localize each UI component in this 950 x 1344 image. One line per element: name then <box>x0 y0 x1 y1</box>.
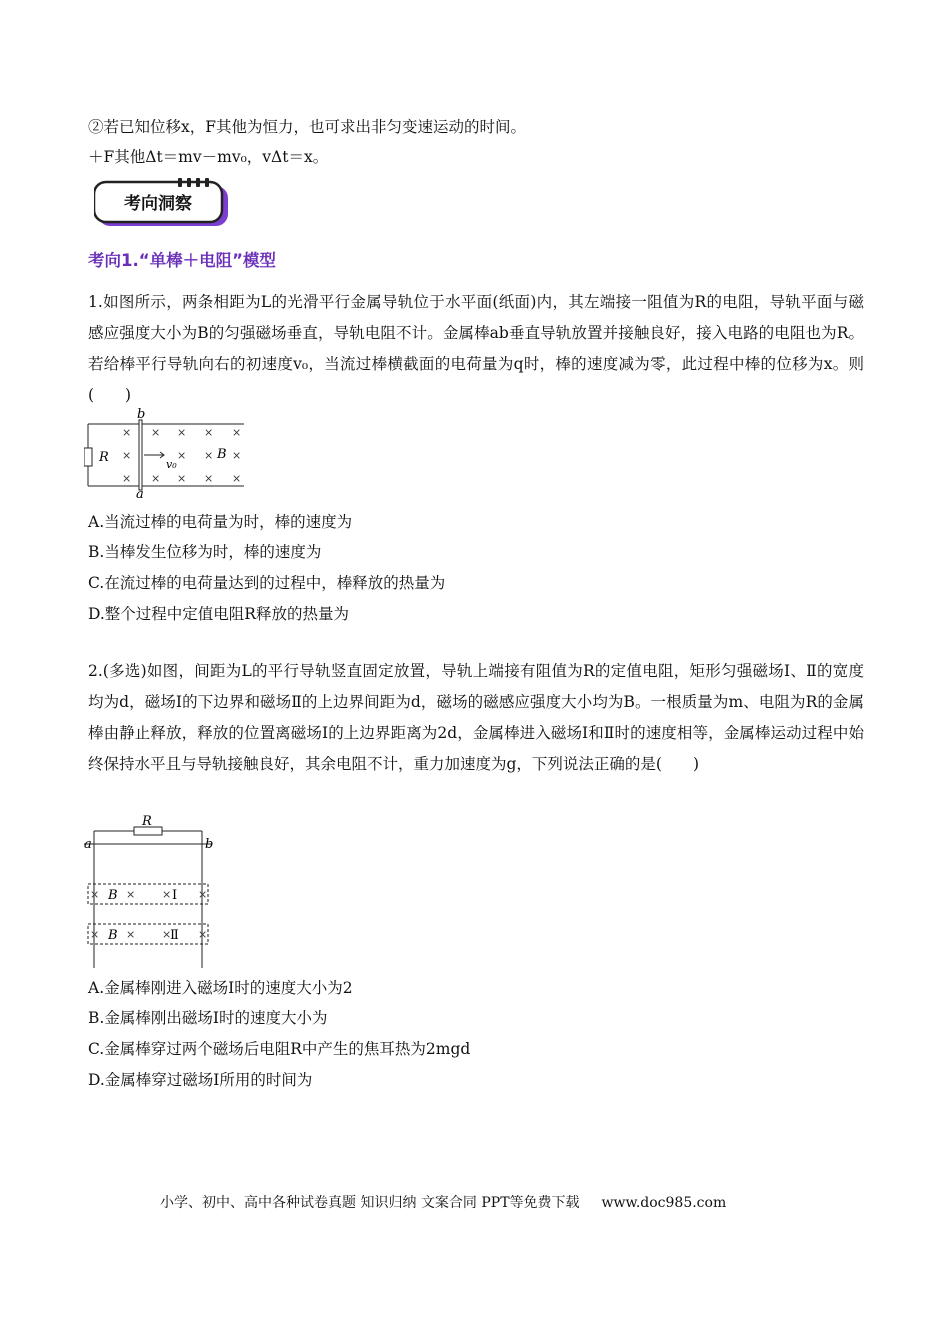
field-cross: × <box>232 449 242 462</box>
field-cross: × <box>90 928 100 941</box>
field-cross: × <box>162 888 172 901</box>
resistor-label: R <box>99 450 109 465</box>
question-2-option-a: A.金属棒刚进入磁场Ⅰ时的速度大小为2 <box>88 979 353 997</box>
field-cross: × <box>126 888 136 901</box>
question-1-option-b: B.当棒发生位移为时，棒的速度为 <box>88 543 322 561</box>
badge-label: 考向洞察 <box>124 194 192 214</box>
section-title: 考向1.“单棒＋电阻”模型 <box>88 251 276 270</box>
question-2-figure <box>84 812 216 972</box>
field-cross: × <box>126 928 136 941</box>
page-footer <box>160 1192 726 1212</box>
field-cross: × <box>204 449 214 462</box>
field-cross: × <box>151 426 161 439</box>
question-2-option-b: B.金属棒刚出磁场Ⅰ时的速度大小为 <box>88 1009 328 1027</box>
badge-frame <box>94 178 232 230</box>
question-1-option-d: D.整个过程中定值电阻R释放的热量为 <box>88 605 349 623</box>
field-cross: × <box>177 426 187 439</box>
field-1-B-label: B <box>108 888 118 903</box>
velocity-label: v₀ <box>166 458 177 471</box>
field-cross: × <box>204 426 214 439</box>
question-2-stem: 2.(多选)如图，间距为L的平行导轨竖直固定放置，导轨上端接有阻值为R的定值电阻，矩形匀强磁场Ⅰ、Ⅱ的宽度均为d，磁场Ⅰ的下边界和磁场Ⅱ的上边界间距为d，磁场的磁感应强度大小均为B。一根质量为m、电阻为R的金属棒由静止释放，释放的位置离磁场Ⅰ的上边界距离为2d，金属棒进入磁场Ⅰ和Ⅱ时的速度相等，金属棒运动过程中始终保持水平且与导轨接触良好，其余电阻不计，重力加速度为g，下列说法正确的是( ) <box>88 662 864 773</box>
question-1-figure <box>84 408 254 500</box>
intro-line-1: ②若已知位移x，F其他为恒力，也可求出非匀变速运动的时间。 <box>88 118 526 136</box>
rod-end-b-label: b <box>137 408 146 422</box>
question-1-stem: 1.如图所示，两条相距为L的光滑平行金属导轨位于水平面(纸面)内，其左端接一阻值为R的电阻，导轨平面与磁感应强度大小为B的匀强磁场垂直，导轨电阻不计。金属棒ab垂直导轨放置并接触良好，接入电路的电阻也为R。若给棒平行导轨向右的初速度v₀，当流过棒横截面的电荷量为q时，棒的速度减为零，此过程中棒的位移为x。则( ) <box>88 293 864 404</box>
field-2-B-label: B <box>108 928 118 943</box>
field-label: B <box>217 447 227 462</box>
rail-top-a-label: a <box>84 837 92 852</box>
field-cross: × <box>177 472 187 485</box>
field-2-label: Ⅱ <box>170 928 179 943</box>
field-cross: × <box>122 426 132 439</box>
footer-url[interactable]: www.doc985.com <box>601 1195 727 1211</box>
rod-end-a-label: a <box>136 487 144 500</box>
field-cross: × <box>122 449 132 462</box>
field-cross: × <box>177 449 187 462</box>
field-cross: × <box>122 472 132 485</box>
field-cross: × <box>232 426 242 439</box>
field-cross: × <box>90 888 100 901</box>
rail-top-b-label: b <box>205 837 214 852</box>
field-cross: × <box>198 888 208 901</box>
field-cross: × <box>232 472 242 485</box>
field-cross: × <box>162 928 172 941</box>
resistor-label: R <box>142 814 152 829</box>
question-2-option-d: D.金属棒穿过磁场Ⅰ所用的时间为 <box>88 1071 313 1089</box>
footer-text: 小学、初中、高中各种试卷真题 知识归纳 文案合同 PPT等免费下载 <box>160 1195 580 1211</box>
field-cross: × <box>151 472 161 485</box>
section-badge <box>94 178 232 230</box>
question-2-option-c: C.金属棒穿过两个磁场后电阻R中产生的焦耳热为2mgd <box>88 1040 471 1058</box>
field-cross: × <box>204 472 214 485</box>
question-1-option-a: A.当流过棒的电荷量为时，棒的速度为 <box>88 513 353 531</box>
field-cross: × <box>198 928 208 941</box>
field-1-label: Ⅰ <box>172 888 178 903</box>
question-1-option-c: C.在流过棒的电荷量达到的过程中，棒释放的热量为 <box>88 574 446 592</box>
intro-line-2: ＋F其他Δt＝mv－mv₀，vΔt＝x。 <box>88 148 329 166</box>
